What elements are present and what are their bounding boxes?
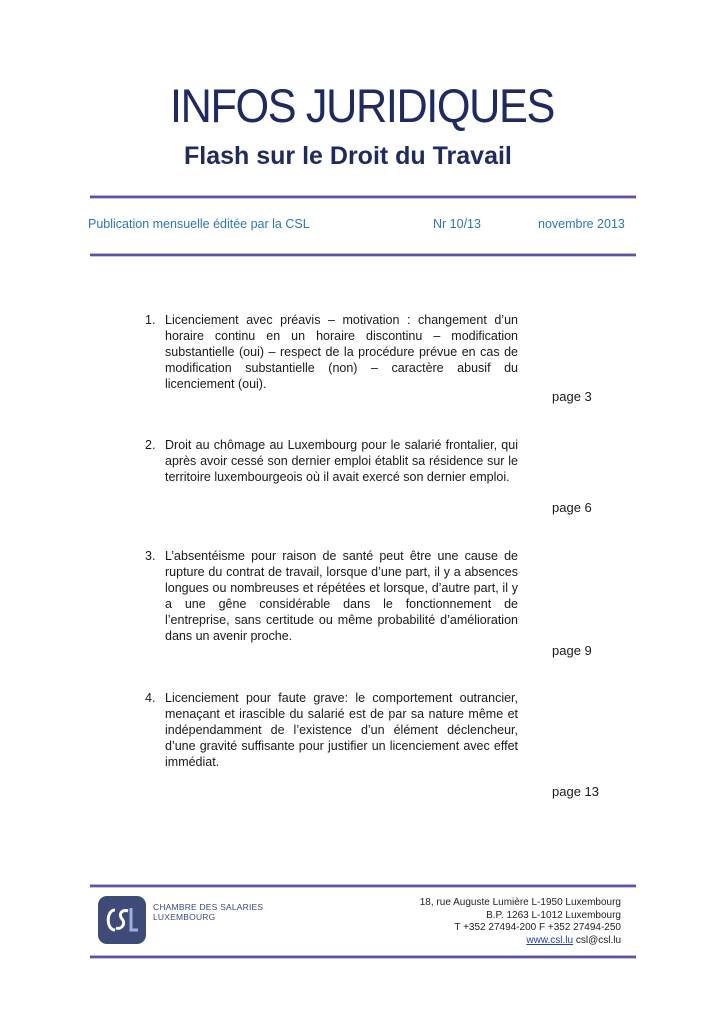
top-rule (90, 195, 636, 199)
item-number: 1. (145, 313, 156, 327)
footer-address (420, 897, 621, 947)
issue-date: novembre 2013 (538, 217, 625, 231)
list-item (145, 437, 518, 485)
list-item (145, 690, 518, 770)
address-line-2: B.P. 1263 L-1012 Luxembourg (486, 909, 621, 921)
address-line-1: 18, rue Auguste Lumière L-1950 Luxembourg (419, 897, 621, 908)
publication-bar (88, 217, 636, 233)
document-title: INFOS JURIDIQUES (170, 79, 554, 132)
org-line-1: CHAMBRE DES SALARIES (153, 902, 264, 912)
item-number: 2. (145, 438, 156, 452)
item-page-ref: page 6 (552, 500, 592, 515)
item-number: 3. (145, 549, 156, 563)
item-text: Licenciement pour faute grave: le comportement outrancier, menaçant et irascible du salarié est de par sa nature même et indépendamment de l’existence d’un élément déclencheur, d’une gravité suffisante pour justifier un licenciement avec effet immédiat. (165, 691, 518, 769)
item-number: 4. (145, 691, 156, 705)
csl-logo (98, 896, 146, 944)
email-address: csl@csl.lu (575, 934, 621, 946)
csl-logo-icon (98, 896, 146, 944)
item-text: Droit au chômage au Luxembourg pour le salarié frontalier, qui après avoir cessé son dernier emploi établit sa résidence sur le territoire luxembourgeois où il avait exercé son dernier emploi. (165, 438, 518, 484)
item-page-ref: page 13 (552, 784, 599, 799)
phone-line: T +352 27494-200 F +352 27494-250 (454, 922, 621, 933)
org-line-2: LUXEMBOURG (153, 912, 216, 922)
organization-name (153, 902, 263, 922)
publication-rule (90, 253, 636, 257)
issue-number: Nr 10/13 (433, 217, 481, 231)
item-page-ref: page 9 (552, 643, 592, 658)
footer-top-rule (90, 884, 636, 888)
item-text: Licenciement avec préavis – motivation : changement d’un horaire continu en un horaire discontinu – modification substantielle (oui) – respect de la procédure prévue en cas de modification substantielle (non) – caractère abusif du licenciement (oui). (165, 313, 518, 391)
web-line (420, 935, 621, 948)
list-item (145, 548, 518, 644)
item-text: L’absentéisme pour raison de santé peut être une cause de rupture du contrat de travail, lorsque d’une part, il y a absences longues ou nombreuses et répétées et lorsque, d’autre part, il y a une gêne considérable dans le fonctionnement de l’entreprise, sans certitude ou même probabilité d’amélioration dans un avenir proche. (165, 549, 518, 643)
list-item (145, 312, 518, 392)
publication-label: Publication mensuelle éditée par la CSL (88, 217, 310, 231)
footer-bottom-rule (90, 955, 636, 959)
website-link[interactable]: www.csl.lu (526, 934, 574, 946)
item-page-ref: page 3 (552, 389, 592, 404)
document-subtitle: Flash sur le Droit du Travail (184, 142, 512, 170)
